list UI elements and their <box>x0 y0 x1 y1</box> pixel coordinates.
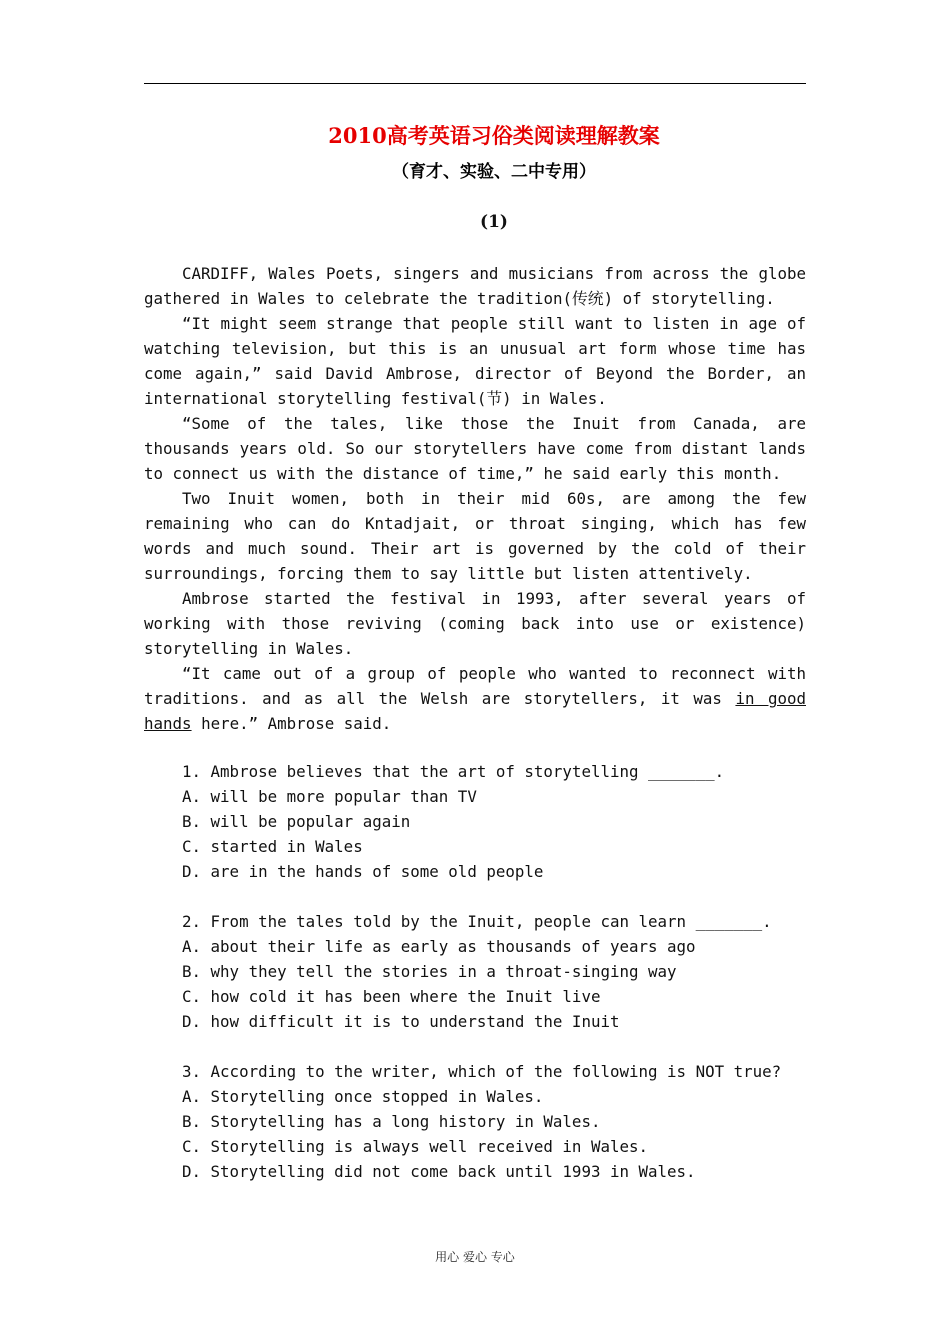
option-d: D. are in the hands of some old people <box>182 862 544 881</box>
question-2 <box>182 909 802 1034</box>
question-stem: 1. Ambrose believes that the art of storytelling _______. <box>182 762 725 781</box>
underlined-phrase: in good hands <box>144 689 806 733</box>
document-subtitle: （育才、实验、二中专用） <box>392 162 596 182</box>
option-c: C. how cold it has been where the Inuit live <box>182 987 601 1006</box>
option-c: C. started in Wales <box>182 837 363 856</box>
question-stem: 2. From the tales told by the Inuit, people can learn _______. <box>182 912 772 931</box>
passage-paragraph-1: CARDIFF, Wales Poets, singers and musicians from across the globe gathered in Wales to celebrate the tradition(传统) of storytelling. <box>144 264 806 308</box>
document-title: 2010高考英语习俗类阅读理解教案 <box>328 123 660 148</box>
question-1 <box>182 759 802 884</box>
passage-paragraph-4: Two Inuit women, both in their mid 60s, are among the few remaining who can do Kntadjait, or throat singing, which has few words and much sound. Their art is governed by the cold of their surroundings, forcing them to say little but listen attentively. <box>144 489 806 583</box>
passage-paragraph-5: Ambrose started the festival in 1993, after several years of working with those reviving (coming back into use or existence) storytelling in Wales. <box>144 589 806 658</box>
option-a: A. will be more popular than TV <box>182 787 477 806</box>
option-d: D. how difficult it is to understand the Inuit <box>182 1012 620 1031</box>
question-stem: 3. According to the writer, which of the following is NOT true? <box>182 1062 782 1081</box>
reading-passage <box>144 261 806 736</box>
option-d: D. Storytelling did not come back until 1993 in Wales. <box>182 1162 696 1181</box>
question-3 <box>182 1059 802 1184</box>
option-b: B. will be popular again <box>182 812 411 831</box>
passage-paragraph-6 <box>144 661 806 736</box>
option-a: A. about their life as early as thousands of years ago <box>182 937 696 956</box>
section-number: (1) <box>480 212 508 232</box>
paragraph-6-text-end: here.” Ambrose said. <box>191 714 392 733</box>
page-footer: 用心 爱心 专心 <box>435 1250 515 1264</box>
passage-paragraph-2: “It might seem strange that people still want to listen in age of watching television, but this is an unusual art form whose time has come again,” said David Ambrose, director of Beyond the Border, an international storytelling festival(节) in Wales. <box>144 314 806 408</box>
option-c: C. Storytelling is always well received in Wales. <box>182 1137 649 1156</box>
option-b: B. Storytelling has a long history in Wales. <box>182 1112 601 1131</box>
question-list <box>182 759 802 1209</box>
option-a: A. Storytelling once stopped in Wales. <box>182 1087 544 1106</box>
option-b: B. why they tell the stories in a throat-singing way <box>182 962 677 981</box>
passage-paragraph-3: “Some of the tales, like those the Inuit from Canada, are thousands years old. So our storytellers have come from distant lands to connect us with the distance of time,” he said early this month. <box>144 414 806 483</box>
header-rule <box>144 83 806 84</box>
paragraph-6-text-start: “It came out of a group of people who wanted to reconnect with traditions. and as all the Welsh are storytellers, it was <box>144 664 806 708</box>
